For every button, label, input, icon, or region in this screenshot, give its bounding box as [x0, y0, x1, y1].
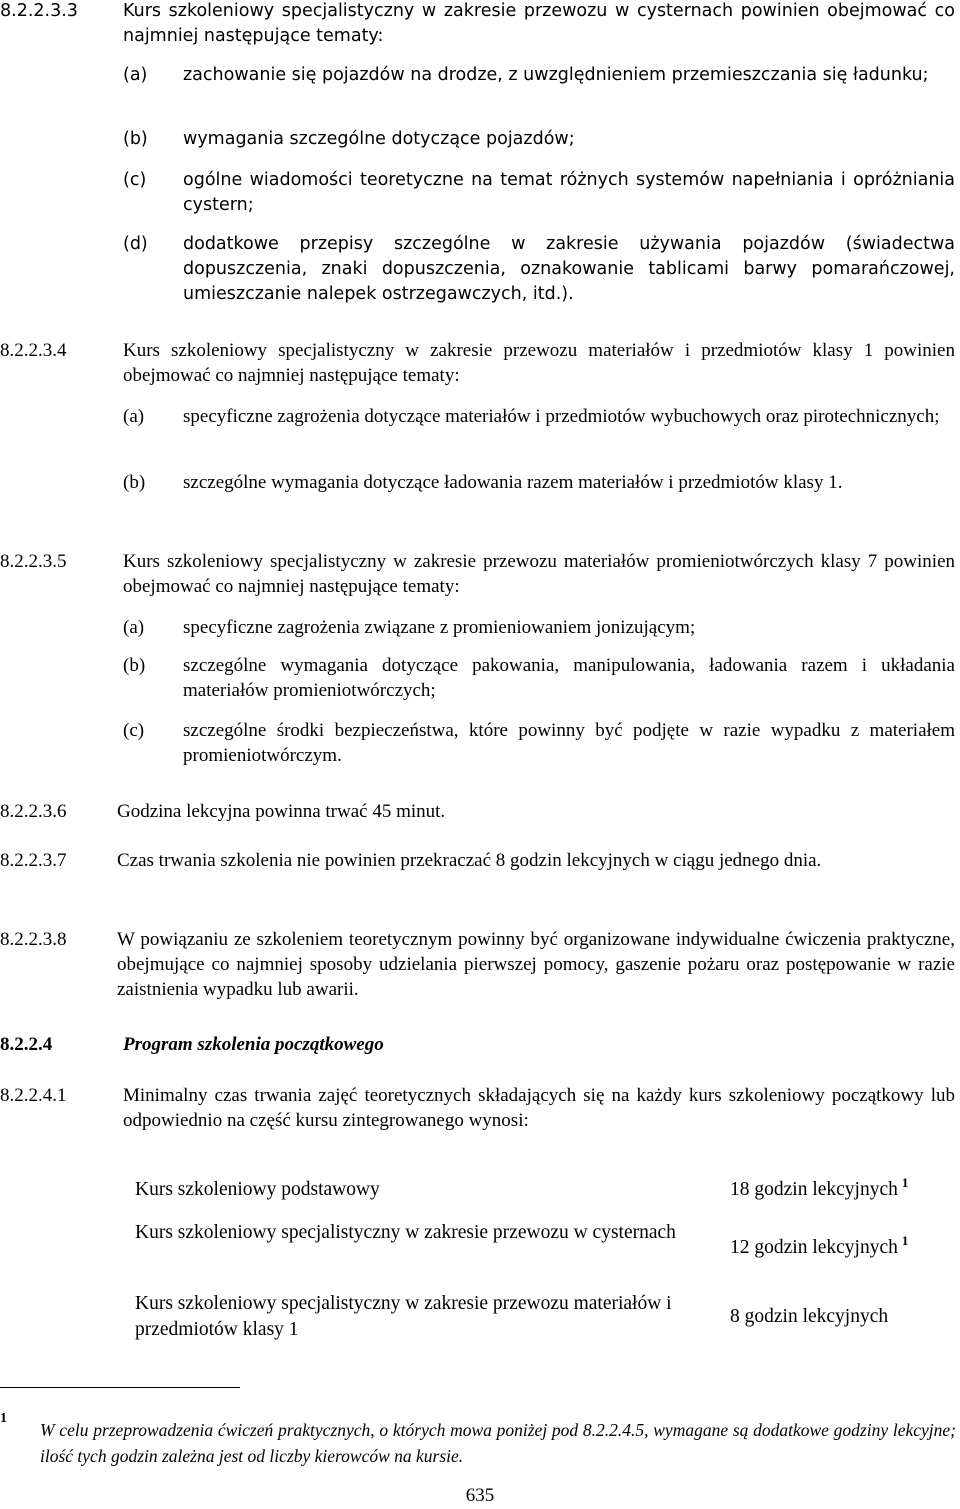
section-text: W powiązaniu ze szkoleniem teoretycznym powinny być organizowane indywidualne ćwiczenia praktyczne, obejmujące co najmniej sposoby udzielania pierwszej pomocy, gaszenie pożaru oraz postępowanie w razie zaistnienia wypadku lub awarii.: [117, 929, 955, 1000]
heading-title: Program szkolenia początkowego: [123, 1034, 384, 1055]
hours-value: 12 godzin lekcyjnych: [730, 1237, 898, 1258]
item-text: szczególne wymagania dotyczące pakowania, manipulowania, ładowania razem i układania materiałów promieniotwórczych;: [183, 655, 955, 701]
section-text: Minimalny czas trwania zajęć teoretycznych składających się na każdy kurs szkoleniowy początkowy lub odpowiednio na część kursu zintegrowanego wynosi:: [123, 1085, 955, 1131]
table-row-hours: [730, 1235, 958, 1262]
item-label: (d): [123, 234, 148, 254]
item-label: (a): [123, 65, 148, 85]
section-number: 8.2.2.4.1: [0, 1085, 67, 1106]
item-text: dodatkowe przepisy szczególne w zakresie używania pojazdów (świadectwa dopuszczenia, znaki dopuszczenia, oznakowanie tablicami barwy pomarańczowej, umieszczanie nalepek ostrzegawczych, itd.).: [183, 234, 955, 304]
item-text: specyficzne zagrożenia dotyczące materiałów i przedmiotów wybuchowych oraz pirotechnicznych;: [183, 406, 940, 427]
item-label: (c): [123, 170, 147, 190]
item-label: (a): [123, 617, 145, 638]
item-label: (b): [123, 129, 148, 149]
table-row-course: Kurs szkoleniowy specjalistyczny w zakresie przewozu w cysternach: [135, 1222, 676, 1243]
section-number: 8.2.2.3.3: [0, 1, 78, 21]
section-text: Godzina lekcyjna powinna trwać 45 minut.: [117, 801, 446, 822]
table-row-hours: [730, 1304, 958, 1331]
section-text: Czas trwania szkolenia nie powinien przekraczać 8 godzin lekcyjnych w ciągu jednego dnia.: [117, 850, 822, 871]
table-row-course: Kurs szkoleniowy specjalistyczny w zakresie przewozu materiałów i przedmiotów klasy 1: [135, 1293, 672, 1340]
item-text: zachowanie się pojazdów na drodze, z uwzględnieniem przemieszczania się ładunku;: [183, 65, 929, 85]
heading-number: 8.2.2.4: [0, 1034, 53, 1055]
section-number: 8.2.2.3.8: [0, 929, 67, 950]
item-text: ogólne wiadomości teoretyczne na temat różnych systemów napełniania i opróżniania cystern;: [183, 170, 955, 215]
section-intro: Kurs szkoleniowy specjalistyczny w zakresie przewozu materiałów promieniotwórczych klasy 7 powinien obejmować co najmniej następujące tematy:: [123, 551, 955, 597]
page-number: 635: [465, 1485, 495, 1506]
item-text: szczególne środki bezpieczeństwa, które powinny być podjęte w razie wypadku z materiałem promieniotwórczym.: [183, 720, 955, 766]
table-row-hours: [730, 1177, 958, 1204]
footnote-separator: [0, 1387, 240, 1388]
section-number: 8.2.2.3.6: [0, 801, 67, 822]
item-label: (b): [123, 472, 146, 493]
section-intro: Kurs szkoleniowy specjalistyczny w zakresie przewozu materiałów i przedmiotów klasy 1 powinien obejmować co najmniej następujące tematy:: [123, 340, 955, 386]
footnote-text: W celu przeprowadzenia ćwiczeń praktycznych, o których mowa poniżej pod 8.2.2.4.5, wymagane są dodatkowe godziny lekcyjne; ilość tych godzin zależna jest od liczby kierowców na kursie.: [40, 1420, 956, 1466]
footnote-ref: 1: [901, 1175, 909, 1190]
section-intro: Kurs szkoleniowy specjalistyczny w zakresie przewozu w cysternach powinien obejmować co najmniej następujące tematy:: [123, 1, 955, 46]
item-text: szczególne wymagania dotyczące ładowania razem materiałów i przedmiotów klasy 1.: [183, 472, 843, 493]
section-number: 8.2.2.3.5: [0, 551, 67, 572]
item-text: wymagania szczególne dotyczące pojazdów;: [183, 129, 575, 149]
footnote-mark: 1: [0, 1411, 7, 1426]
item-label: (b): [123, 655, 146, 676]
table-row-course: Kurs szkoleniowy podstawowy: [135, 1179, 380, 1200]
item-label: (a): [123, 406, 145, 427]
footnote-ref: 1: [901, 1233, 909, 1248]
section-number: 8.2.2.3.7: [0, 850, 67, 871]
item-label: (c): [123, 720, 145, 741]
hours-value: 8 godzin lekcyjnych: [730, 1306, 889, 1327]
item-text: specyficzne zagrożenia związane z promieniowaniem jonizującym;: [183, 617, 696, 638]
section-number: 8.2.2.3.4: [0, 340, 67, 361]
hours-value: 18 godzin lekcyjnych: [730, 1179, 898, 1200]
